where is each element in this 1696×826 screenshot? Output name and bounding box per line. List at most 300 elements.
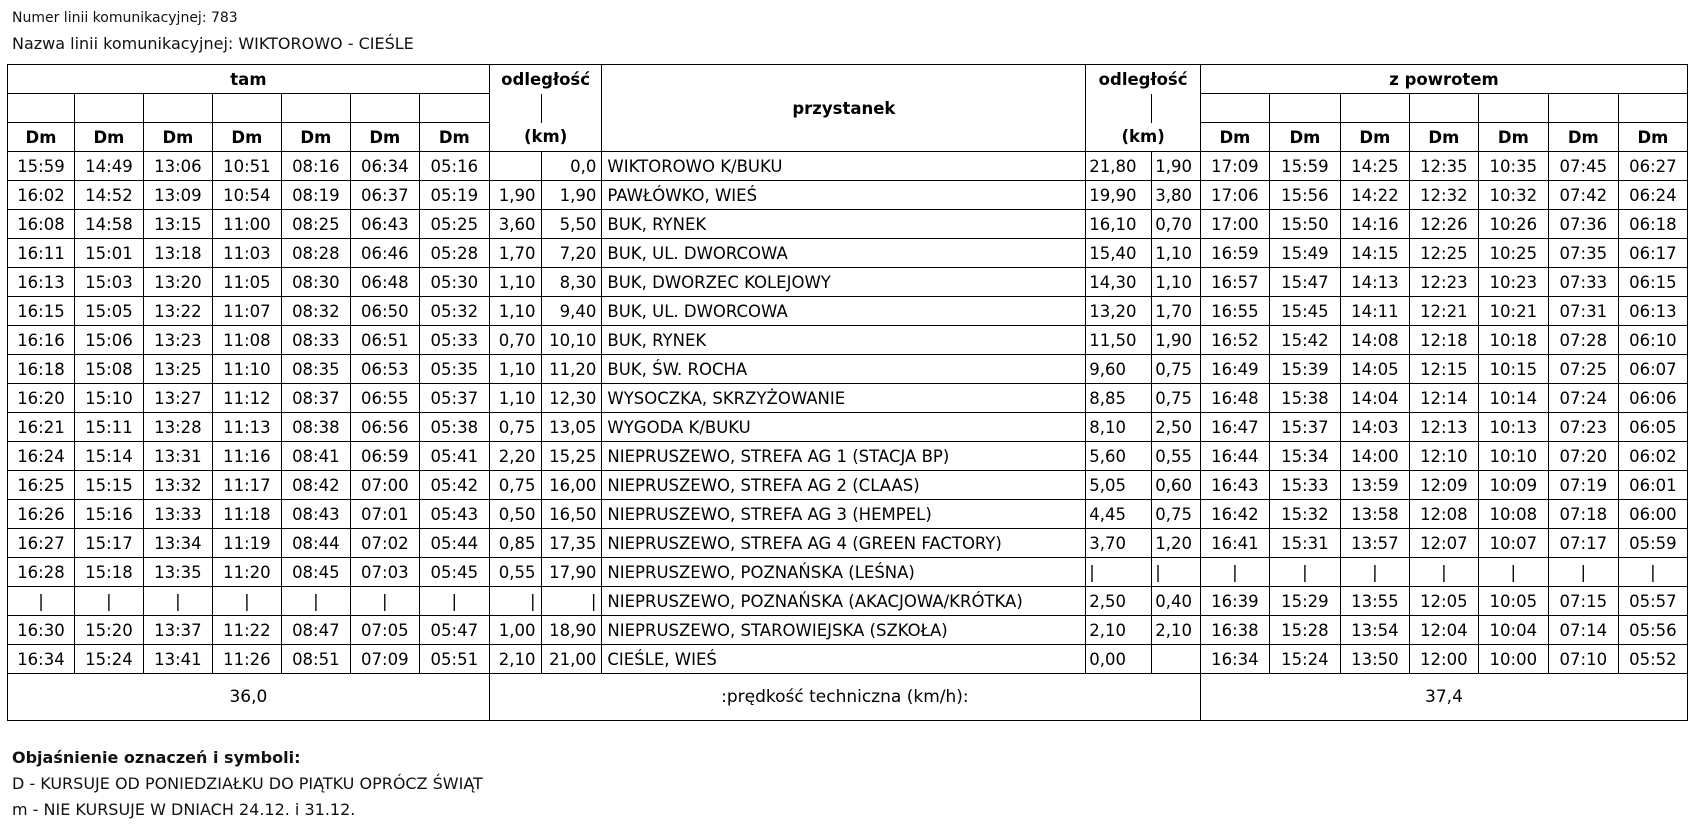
distance-segment-tam: 0,75 — [489, 471, 541, 500]
departure-time-tam: 10:51 — [212, 152, 281, 181]
departure-time-tam: 06:56 — [350, 413, 419, 442]
distance-segment-tam: 1,70 — [489, 239, 541, 268]
departure-time-return: 17:09 — [1200, 152, 1269, 181]
distance-header-tam: odległość — [489, 65, 602, 94]
departure-time-tam: 08:19 — [281, 181, 350, 210]
departure-time-return: 07:19 — [1548, 471, 1618, 500]
departure-time-return: 07:45 — [1548, 152, 1618, 181]
distance-cumulative-return: 3,70 — [1086, 529, 1152, 558]
departure-time-tam: 13:09 — [143, 181, 212, 210]
departure-time-tam: 16:34 — [8, 645, 75, 674]
departure-time-tam: 13:18 — [143, 239, 212, 268]
distance-segment-return: 1,70 — [1152, 297, 1201, 326]
departure-time-tam: 06:48 — [350, 268, 419, 297]
departure-time-tam: 15:03 — [74, 268, 143, 297]
distance-segment-tam: 1,10 — [489, 384, 541, 413]
table-row — [8, 413, 1688, 442]
distance-cumulative-return: 15,40 — [1086, 239, 1152, 268]
departure-time-return: 10:00 — [1478, 645, 1548, 674]
departure-time-tam: 15:08 — [74, 355, 143, 384]
distance-segment-tam: 0,70 — [489, 326, 541, 355]
distance-cumulative-tam: 9,40 — [541, 297, 602, 326]
departure-time-tam: 06:53 — [350, 355, 419, 384]
departure-time-return: 10:26 — [1478, 210, 1548, 239]
departure-time-tam: 16:15 — [8, 297, 75, 326]
distance-segment-return: 1,90 — [1152, 152, 1201, 181]
speed-tam: 36,0 — [8, 674, 490, 721]
departure-time-return: 12:32 — [1409, 181, 1478, 210]
departure-time-return: 16:42 — [1200, 500, 1269, 529]
tam-blank-cell — [212, 94, 281, 123]
departure-time-return: 07:28 — [1548, 326, 1618, 355]
stop-name: NIEPRUSZEWO, STREFA AG 4 (GREEN FACTORY) — [602, 529, 1086, 558]
tam-blank-cell — [350, 94, 419, 123]
tam-blank-cell — [8, 94, 75, 123]
distance-cumulative-return: 2,10 — [1086, 616, 1152, 645]
departure-time-return: 07:17 — [1548, 529, 1618, 558]
distance-segment-return: 0,55 — [1152, 442, 1201, 471]
departure-time-return: 12:10 — [1409, 442, 1478, 471]
departure-time-tam: 15:17 — [74, 529, 143, 558]
stop-name: NIEPRUSZEWO, POZNAŃSKA (LEŚNA) — [602, 558, 1086, 587]
tam-header: tam — [8, 65, 490, 94]
departure-time-tam: 05:42 — [419, 471, 489, 500]
table-row — [8, 326, 1688, 355]
distance-cumulative-tam: 16,50 — [541, 500, 602, 529]
distance-segment-return: | — [1152, 558, 1201, 587]
departure-time-return: 16:59 — [1200, 239, 1269, 268]
departure-time-return: 05:57 — [1618, 587, 1687, 616]
departure-time-return: 17:00 — [1200, 210, 1269, 239]
departure-time-tam: 13:28 — [143, 413, 212, 442]
departure-time-return: 10:07 — [1478, 529, 1548, 558]
departure-time-tam: 06:50 — [350, 297, 419, 326]
departure-time-tam: 11:19 — [212, 529, 281, 558]
tam-symbol: Dm — [419, 123, 489, 152]
departure-time-tam: 08:41 — [281, 442, 350, 471]
departure-time-tam: 11:18 — [212, 500, 281, 529]
return-blank-cell — [1478, 94, 1548, 123]
distance-cumulative-tam: 7,20 — [541, 239, 602, 268]
departure-time-return: 12:09 — [1409, 471, 1478, 500]
distance-cumulative-return: 0,00 — [1086, 645, 1152, 674]
departure-time-return: 10:21 — [1478, 297, 1548, 326]
departure-time-return: 12:14 — [1409, 384, 1478, 413]
departure-time-tam: 05:45 — [419, 558, 489, 587]
departure-time-return: 13:50 — [1340, 645, 1409, 674]
departure-time-tam: 11:12 — [212, 384, 281, 413]
departure-time-return: 07:23 — [1548, 413, 1618, 442]
departure-time-return: | — [1340, 558, 1409, 587]
distance-cumulative-tam: 0,0 — [541, 152, 602, 181]
distance-cumulative-tam: 13,05 — [541, 413, 602, 442]
departure-time-tam: | — [8, 587, 75, 616]
distance-cumulative-tam: 10,10 — [541, 326, 602, 355]
distance-cumulative-return: 8,85 — [1086, 384, 1152, 413]
stop-name: WIKTOROWO K/BUKU — [602, 152, 1086, 181]
departure-time-return: 16:44 — [1200, 442, 1269, 471]
departure-time-return: 15:37 — [1269, 413, 1340, 442]
departure-time-tam: 16:27 — [8, 529, 75, 558]
departure-time-return: 16:39 — [1200, 587, 1269, 616]
speed-label: :prędkość techniczna (km/h): — [489, 674, 1200, 721]
departure-time-tam: 15:10 — [74, 384, 143, 413]
table-row — [8, 471, 1688, 500]
departure-time-return: 14:16 — [1340, 210, 1409, 239]
departure-time-return: 13:55 — [1340, 587, 1409, 616]
departure-time-tam: 13:27 — [143, 384, 212, 413]
departure-time-tam: 05:37 — [419, 384, 489, 413]
departure-time-tam: 07:00 — [350, 471, 419, 500]
departure-time-return: 12:21 — [1409, 297, 1478, 326]
distance-segment-return: 0,75 — [1152, 500, 1201, 529]
departure-time-tam: 15:16 — [74, 500, 143, 529]
distance-blank-cell — [1086, 94, 1152, 123]
departure-time-return: 06:05 — [1618, 413, 1687, 442]
distance-cumulative-return: 16,10 — [1086, 210, 1152, 239]
return-symbol: Dm — [1200, 123, 1269, 152]
departure-time-tam: 07:09 — [350, 645, 419, 674]
departure-time-tam: 08:45 — [281, 558, 350, 587]
departure-time-tam: 16:11 — [8, 239, 75, 268]
departure-time-tam: 07:01 — [350, 500, 419, 529]
return-symbol: Dm — [1340, 123, 1409, 152]
departure-time-return: 10:05 — [1478, 587, 1548, 616]
distance-blank-cell — [489, 94, 541, 123]
departure-time-return: 15:24 — [1269, 645, 1340, 674]
departure-time-return: 13:54 — [1340, 616, 1409, 645]
departure-time-return: 07:24 — [1548, 384, 1618, 413]
departure-time-return: 16:34 — [1200, 645, 1269, 674]
table-row — [8, 558, 1688, 587]
departure-time-return: 06:02 — [1618, 442, 1687, 471]
distance-segment-tam: 1,10 — [489, 268, 541, 297]
departure-time-tam: 08:42 — [281, 471, 350, 500]
distance-cumulative-tam: 18,90 — [541, 616, 602, 645]
departure-time-return: 05:56 — [1618, 616, 1687, 645]
departure-time-return: 05:52 — [1618, 645, 1687, 674]
departure-time-return: 10:32 — [1478, 181, 1548, 210]
stop-name: NIEPRUSZEWO, STREFA AG 3 (HEMPEL) — [602, 500, 1086, 529]
distance-cumulative-tam: 16,00 — [541, 471, 602, 500]
return-symbol: Dm — [1478, 123, 1548, 152]
departure-time-tam: 07:03 — [350, 558, 419, 587]
departure-time-return: 06:27 — [1618, 152, 1687, 181]
departure-time-tam: 11:07 — [212, 297, 281, 326]
departure-time-tam: | — [281, 587, 350, 616]
distance-cumulative-return: 4,45 — [1086, 500, 1152, 529]
stop-name: BUK, ŚW. ROCHA — [602, 355, 1086, 384]
departure-time-tam: 11:26 — [212, 645, 281, 674]
departure-time-return: 07:36 — [1548, 210, 1618, 239]
departure-time-return: | — [1409, 558, 1478, 587]
departure-time-tam: 05:35 — [419, 355, 489, 384]
departure-time-tam: 13:41 — [143, 645, 212, 674]
departure-time-return: 06:17 — [1618, 239, 1687, 268]
departure-time-tam: 11:08 — [212, 326, 281, 355]
distance-segment-tam: 1,10 — [489, 355, 541, 384]
distance-segment-return: 1,10 — [1152, 268, 1201, 297]
departure-time-tam: 13:06 — [143, 152, 212, 181]
departure-time-tam: 13:33 — [143, 500, 212, 529]
departure-time-tam: 08:44 — [281, 529, 350, 558]
departure-time-return: 14:05 — [1340, 355, 1409, 384]
departure-time-return: 15:50 — [1269, 210, 1340, 239]
departure-time-tam: 11:13 — [212, 413, 281, 442]
departure-time-tam: 08:35 — [281, 355, 350, 384]
departure-time-return: 07:15 — [1548, 587, 1618, 616]
departure-time-tam: 16:16 — [8, 326, 75, 355]
departure-time-return: | — [1478, 558, 1548, 587]
tam-symbol: Dm — [8, 123, 75, 152]
departure-time-return: 06:07 — [1618, 355, 1687, 384]
departure-time-return: | — [1618, 558, 1687, 587]
departure-time-tam: | — [143, 587, 212, 616]
departure-time-tam: 08:37 — [281, 384, 350, 413]
departure-time-tam: 15:24 — [74, 645, 143, 674]
tam-symbol: Dm — [143, 123, 212, 152]
departure-time-return: 06:10 — [1618, 326, 1687, 355]
distance-segment-return: 2,50 — [1152, 413, 1201, 442]
distance-cumulative-return: 9,60 — [1086, 355, 1152, 384]
table-row — [8, 616, 1688, 645]
distance-segment-tam: 2,10 — [489, 645, 541, 674]
return-blank-cell — [1200, 94, 1269, 123]
distance-segment-tam: 1,10 — [489, 297, 541, 326]
departure-time-tam: 13:34 — [143, 529, 212, 558]
departure-time-return: 16:41 — [1200, 529, 1269, 558]
departure-time-tam: 11:05 — [212, 268, 281, 297]
departure-time-tam: 13:25 — [143, 355, 212, 384]
stop-name: NIEPRUSZEWO, STREFA AG 1 (STACJA BP) — [602, 442, 1086, 471]
departure-time-return: 15:39 — [1269, 355, 1340, 384]
departure-time-return: 06:01 — [1618, 471, 1687, 500]
departure-time-return: | — [1548, 558, 1618, 587]
departure-time-tam: 06:37 — [350, 181, 419, 210]
departure-time-return: 06:13 — [1618, 297, 1687, 326]
departure-time-return: 14:00 — [1340, 442, 1409, 471]
tam-blank-cell — [419, 94, 489, 123]
departure-time-return: 12:15 — [1409, 355, 1478, 384]
distance-segment-return: 2,10 — [1152, 616, 1201, 645]
departure-time-tam: 15:14 — [74, 442, 143, 471]
departure-time-tam: 16:28 — [8, 558, 75, 587]
departure-time-return: 15:56 — [1269, 181, 1340, 210]
departure-time-tam: 06:46 — [350, 239, 419, 268]
departure-time-return: 10:23 — [1478, 268, 1548, 297]
departure-time-tam: 08:16 — [281, 152, 350, 181]
departure-time-tam: 08:28 — [281, 239, 350, 268]
distance-header-return: odległość — [1086, 65, 1201, 94]
departure-time-tam: 13:23 — [143, 326, 212, 355]
km-unit-tam: (km) — [489, 123, 602, 152]
departure-time-return: 16:49 — [1200, 355, 1269, 384]
departure-time-return: 14:04 — [1340, 384, 1409, 413]
distance-cumulative-return: 5,05 — [1086, 471, 1152, 500]
distance-cumulative-tam: 8,30 — [541, 268, 602, 297]
departure-time-tam: 06:59 — [350, 442, 419, 471]
departure-time-return: 12:18 — [1409, 326, 1478, 355]
departure-time-tam: | — [350, 587, 419, 616]
distance-cumulative-return: 21,80 — [1086, 152, 1152, 181]
departure-time-return: 16:47 — [1200, 413, 1269, 442]
departure-time-tam: 13:35 — [143, 558, 212, 587]
distance-cumulative-return: 2,50 — [1086, 587, 1152, 616]
departure-time-tam: 15:20 — [74, 616, 143, 645]
stop-name: BUK, DWORZEC KOLEJOWY — [602, 268, 1086, 297]
distance-segment-return: 0,40 — [1152, 587, 1201, 616]
departure-time-return: 07:31 — [1548, 297, 1618, 326]
distance-segment-tam: 0,85 — [489, 529, 541, 558]
departure-time-tam: 07:05 — [350, 616, 419, 645]
distance-segment-return — [1152, 645, 1201, 674]
departure-time-return: 15:29 — [1269, 587, 1340, 616]
departure-time-return: 12:07 — [1409, 529, 1478, 558]
departure-time-tam: 05:43 — [419, 500, 489, 529]
stop-name: WYGODA K/BUKU — [602, 413, 1086, 442]
distance-segment-tam: 3,60 — [489, 210, 541, 239]
table-row — [8, 152, 1688, 181]
stop-name: WYSOCZKA, SKRZYŻOWANIE — [602, 384, 1086, 413]
departure-time-tam: 16:24 — [8, 442, 75, 471]
stop-name: NIEPRUSZEWO, STAROWIEJSKA (SZKOŁA) — [602, 616, 1086, 645]
departure-time-tam: 05:19 — [419, 181, 489, 210]
departure-time-tam: 07:02 — [350, 529, 419, 558]
departure-time-tam: 05:16 — [419, 152, 489, 181]
departure-time-tam: 08:30 — [281, 268, 350, 297]
departure-time-return: 15:28 — [1269, 616, 1340, 645]
distance-cumulative-tam: 17,90 — [541, 558, 602, 587]
distance-segment-return: 0,75 — [1152, 355, 1201, 384]
stop-name: BUK, RYNEK — [602, 326, 1086, 355]
speed-return: 37,4 — [1200, 674, 1687, 721]
departure-time-return: 15:32 — [1269, 500, 1340, 529]
departure-time-tam: 16:20 — [8, 384, 75, 413]
return-symbol: Dm — [1618, 123, 1687, 152]
departure-time-return: 05:59 — [1618, 529, 1687, 558]
departure-time-tam: 08:32 — [281, 297, 350, 326]
table-row — [8, 239, 1688, 268]
stop-name: PAWŁÓWKO, WIEŚ — [602, 181, 1086, 210]
table-row — [8, 442, 1688, 471]
distance-segment-tam — [489, 152, 541, 181]
departure-time-tam: | — [74, 587, 143, 616]
departure-time-tam: 08:33 — [281, 326, 350, 355]
stop-name: BUK, RYNEK — [602, 210, 1086, 239]
distance-segment-return: 0,60 — [1152, 471, 1201, 500]
distance-cumulative-return: 13,20 — [1086, 297, 1152, 326]
distance-cumulative-tam: 12,30 — [541, 384, 602, 413]
return-blank-cell — [1548, 94, 1618, 123]
departure-time-tam: 05:38 — [419, 413, 489, 442]
return-symbol: Dm — [1548, 123, 1618, 152]
departure-time-return: 15:38 — [1269, 384, 1340, 413]
departure-time-tam: 10:54 — [212, 181, 281, 210]
departure-time-tam: 06:55 — [350, 384, 419, 413]
distance-cumulative-tam: 5,50 — [541, 210, 602, 239]
departure-time-tam: 08:38 — [281, 413, 350, 442]
table-row — [8, 268, 1688, 297]
departure-time-tam: 15:11 — [74, 413, 143, 442]
departure-time-tam: 05:51 — [419, 645, 489, 674]
tam-blank-cell — [143, 94, 212, 123]
departure-time-return: 15:49 — [1269, 239, 1340, 268]
table-row — [8, 181, 1688, 210]
distance-segment-tam: 0,55 — [489, 558, 541, 587]
distance-segment-tam: 0,50 — [489, 500, 541, 529]
departure-time-tam: 13:22 — [143, 297, 212, 326]
departure-time-return: 07:33 — [1548, 268, 1618, 297]
departure-time-return: 12:35 — [1409, 152, 1478, 181]
line-number: Numer linii komunikacyjnej: 783 — [12, 10, 238, 26]
departure-time-tam: 13:31 — [143, 442, 212, 471]
timetable — [7, 64, 1688, 721]
departure-time-return: 07:10 — [1548, 645, 1618, 674]
distance-segment-tam: | — [489, 587, 541, 616]
departure-time-return: 17:06 — [1200, 181, 1269, 210]
departure-time-return: 13:58 — [1340, 500, 1409, 529]
departure-time-return: 15:45 — [1269, 297, 1340, 326]
departure-time-tam: 16:02 — [8, 181, 75, 210]
return-blank-cell — [1340, 94, 1409, 123]
departure-time-return: 12:13 — [1409, 413, 1478, 442]
departure-time-tam: 05:25 — [419, 210, 489, 239]
departure-time-return: 13:57 — [1340, 529, 1409, 558]
departure-time-return: 06:06 — [1618, 384, 1687, 413]
departure-time-return: 10:13 — [1478, 413, 1548, 442]
stop-name: BUK, UL. DWORCOWA — [602, 297, 1086, 326]
return-blank-cell — [1618, 94, 1687, 123]
departure-time-return: 15:47 — [1269, 268, 1340, 297]
km-unit-return: (km) — [1086, 123, 1201, 152]
legend-m: m - NIE KURSUJE W DNIACH 24.12. i 31.12. — [12, 800, 356, 819]
departure-time-return: 06:24 — [1618, 181, 1687, 210]
departure-time-return: 16:57 — [1200, 268, 1269, 297]
table-row — [8, 529, 1688, 558]
departure-time-tam: 06:51 — [350, 326, 419, 355]
departure-time-return: 10:10 — [1478, 442, 1548, 471]
departure-time-tam: 08:51 — [281, 645, 350, 674]
departure-time-tam: 15:01 — [74, 239, 143, 268]
departure-time-tam: 15:06 — [74, 326, 143, 355]
departure-time-tam: 05:47 — [419, 616, 489, 645]
departure-time-tam: 05:30 — [419, 268, 489, 297]
distance-cumulative-tam: 11,20 — [541, 355, 602, 384]
distance-segment-tam: 0,75 — [489, 413, 541, 442]
departure-time-tam: 13:37 — [143, 616, 212, 645]
departure-time-return: 10:04 — [1478, 616, 1548, 645]
departure-time-return: 10:25 — [1478, 239, 1548, 268]
stop-header: przystanek — [602, 65, 1086, 152]
distance-cumulative-tam: 1,90 — [541, 181, 602, 210]
departure-time-tam: 16:21 — [8, 413, 75, 442]
departure-time-tam: 13:32 — [143, 471, 212, 500]
departure-time-tam: 16:08 — [8, 210, 75, 239]
departure-time-return: | — [1200, 558, 1269, 587]
return-blank-cell — [1409, 94, 1478, 123]
departure-time-tam: 08:47 — [281, 616, 350, 645]
line-name: Nazwa linii komunikacyjnej: WIKTOROWO - CIEŚLE — [12, 34, 414, 53]
departure-time-return: 15:59 — [1269, 152, 1340, 181]
tam-symbol: Dm — [350, 123, 419, 152]
distance-blank-cell — [541, 94, 602, 123]
departure-time-tam: 13:15 — [143, 210, 212, 239]
legend-title: Objaśnienie oznaczeń i symboli: — [12, 748, 301, 767]
departure-time-return: 15:34 — [1269, 442, 1340, 471]
distance-cumulative-return: | — [1086, 558, 1152, 587]
departure-time-tam: 08:43 — [281, 500, 350, 529]
departure-time-return: 14:13 — [1340, 268, 1409, 297]
